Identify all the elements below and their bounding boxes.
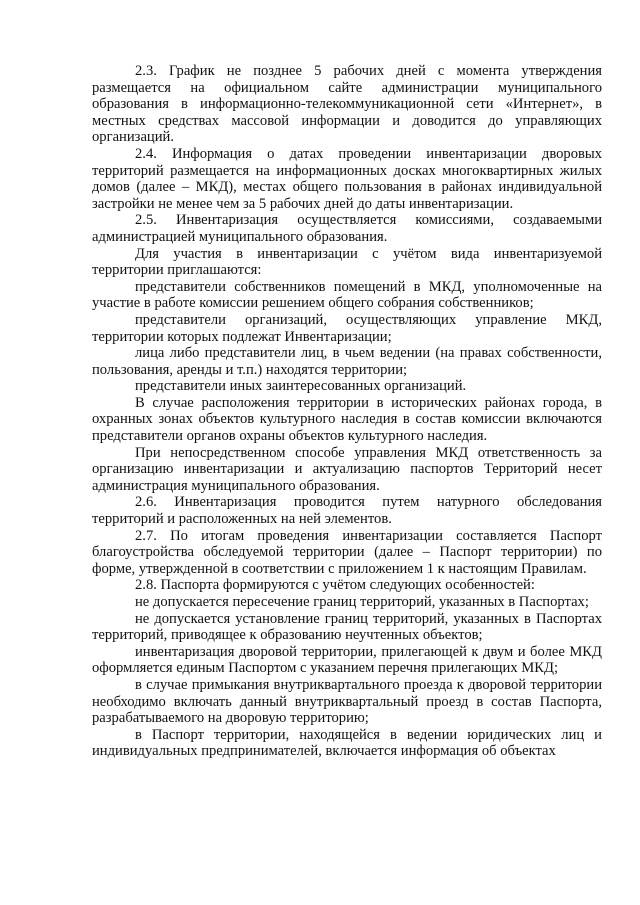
list-item-other-organizations: представители иных заинтересованных организаций.	[135, 378, 467, 395]
paragraph-2-8: 2.8. Паспорта формируются с учётом следующих особенностей:	[135, 577, 535, 594]
list-item-intra-block-passage: в случае примыкания внутриквартального проезда к дворовой территории необходимо включать данный внутриквартальный проезд в состав Паспорта, разрабатываемого на дворовую территорию;	[92, 676, 602, 727]
paragraph-participants-intro: Для участия в инвентаризации с учётом вида инвентаризуемой территории приглашаются:	[92, 245, 602, 279]
list-item-owners-representatives: представители собственников помещений в МКД, уполномоченные на участие в работе комиссии решением общего собрания собственников;	[92, 278, 602, 312]
list-item-no-boundary-overlap: не допускается пересечение границ территорий, указанных в Паспортах;	[135, 594, 589, 610]
paragraph-2-6: 2.6. Инвентаризация проводится путем натурного обследования территорий и расположенных на ней элементов.	[92, 494, 602, 528]
list-item-single-passport: инвентаризация дворовой территории, прилегающей к двум и более МКД оформляется единым Паспортом с указанием перечня прилегающих МКД;	[92, 643, 602, 677]
list-item-legal-entities: в Паспорт территории, находящейся в ведении юридических лиц и индивидуальных предпринимателей, включается информация об объектах	[92, 726, 602, 760]
list-item-management-organizations: представители организаций, осуществляющих управление МКД, территории которых подлежат Инвентаризации;	[92, 311, 602, 345]
paragraph-2-5: 2.5. Инвентаризация осуществляется комиссиями, создаваемыми администрацией муниципального образования.	[92, 212, 602, 245]
paragraph-2-4: 2.4. Информация о датах проведении инвентаризации дворовых территорий размещается на информационных досках многоквартирных жилых домов (далее – МКД), местах общего пользования в районах индивидуальной застройки не менее чем за 5 рабочих дней до даты инвентаризации.	[92, 145, 602, 212]
paragraph-direct-management: При непосредственном способе управления МКД ответственность за организацию инвентаризации и актуализацию паспортов Территорий несет администрация муниципального образования.	[92, 444, 602, 494]
paragraph-historical-districts: В случае расположения территории в исторических районах города, в охранных зонах объектов культурного наследия в состав комиссии включаются представители органов охраны объектов культурного наследия.	[92, 394, 602, 445]
list-item-persons-in-charge: лица либо представители лиц, в чьем ведении (на правах собственности, пользования, аренды и т.п.) находятся территории;	[92, 345, 602, 378]
paragraph-2-7: 2.7. По итогам проведения инвентаризации составляется Паспорт благоустройства обследуемой территории (далее – Паспорт территории) по форме, утвержденной в соответствии с приложением 1 к настоящим Правилам.	[92, 527, 602, 577]
paragraph-2-3: 2.3. График не позднее 5 рабочих дней с момента утверждения размещается на официальном сайте администрации муниципального образования в информационно-телекоммуникационной сети «Интернет», в местных средствах массовой информации и доводится до управляющих организаций.	[92, 63, 602, 146]
list-item-no-unaccounted-objects: не допускается установление границ территорий, указанных в Паспортах территорий, приводящее к образованию неучтенных объектов;	[92, 610, 602, 644]
